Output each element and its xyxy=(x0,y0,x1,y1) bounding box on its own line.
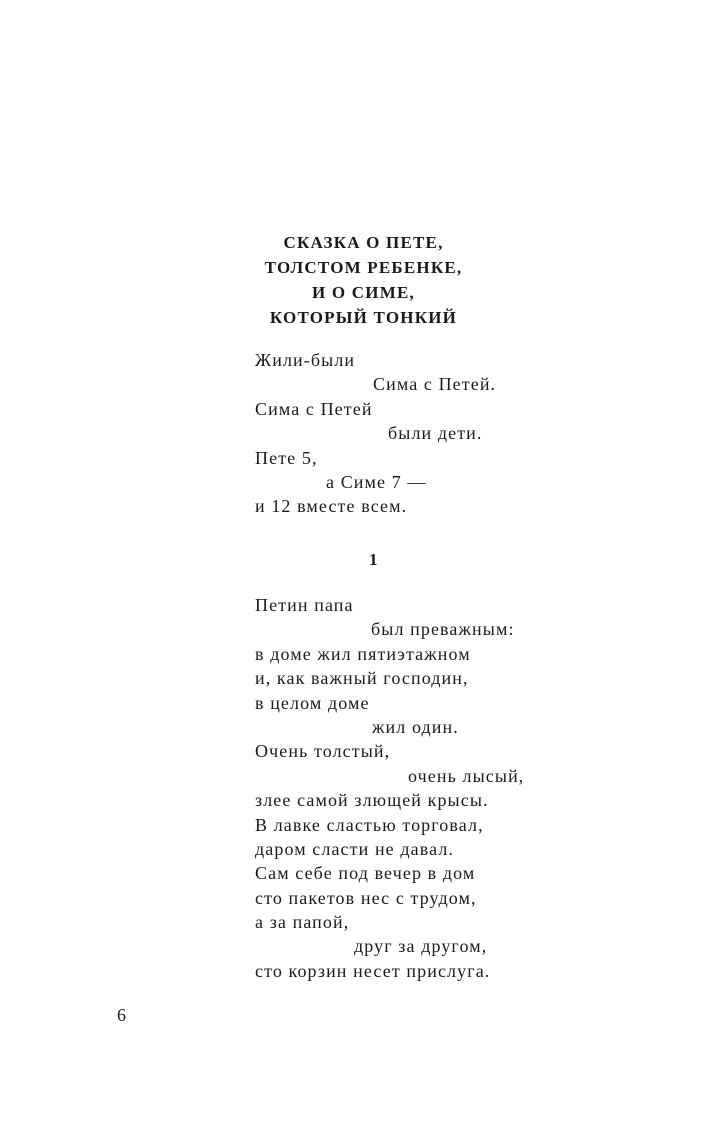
poem-line: жил один. xyxy=(372,716,459,737)
poem-line: даром сласти не давал. xyxy=(255,838,455,859)
stanza-one xyxy=(255,593,524,983)
title-line: И О СИМЕ, xyxy=(312,283,415,302)
poem-line: очень лысый, xyxy=(408,765,525,786)
page-number: 6 xyxy=(117,1005,126,1025)
poem-line: сто корзин несет прислуга. xyxy=(255,960,491,981)
poem-line: а Симе 7 — xyxy=(326,471,427,492)
poem-line: а за папой, xyxy=(255,912,350,933)
poem-line: друг за другом, xyxy=(354,936,488,957)
poem-line: Пете 5, xyxy=(255,447,318,468)
poem-line: Петин папа xyxy=(255,595,354,615)
poem-line: злее самой злющей крысы. xyxy=(255,790,489,811)
poem-line: и 12 вместе всем. xyxy=(255,496,408,517)
poem-line: был преважным: xyxy=(371,619,515,640)
poem-line: Сима с Петей. xyxy=(373,374,497,395)
poem-line: в целом доме xyxy=(255,692,370,713)
poem-line: Жили-были xyxy=(255,350,356,370)
poem-line: Сам себе под вечер в дом xyxy=(255,863,476,884)
section-number: 1 xyxy=(369,550,378,569)
poem-title xyxy=(0,230,709,330)
poem-line: и, как важный господин, xyxy=(255,668,469,689)
poem-line: В лавке сластью торговал, xyxy=(255,814,484,835)
poem-line: в доме жил пятиэтажном xyxy=(255,643,471,664)
stanza-intro xyxy=(255,348,496,519)
poem-line: сто пакетов нес с трудом, xyxy=(255,887,477,908)
poem-line: были дети. xyxy=(388,423,483,444)
poem-line: Очень толстый, xyxy=(255,741,391,762)
poem-line: Сима с Петей xyxy=(255,398,373,419)
title-line: СКАЗКА О ПЕТЕ, xyxy=(283,233,444,252)
title-line: ТОЛСТОМ РЕБЕНКЕ, xyxy=(264,258,463,277)
title-line: КОТОРЫЙ ТОНКИЙ xyxy=(269,308,458,327)
